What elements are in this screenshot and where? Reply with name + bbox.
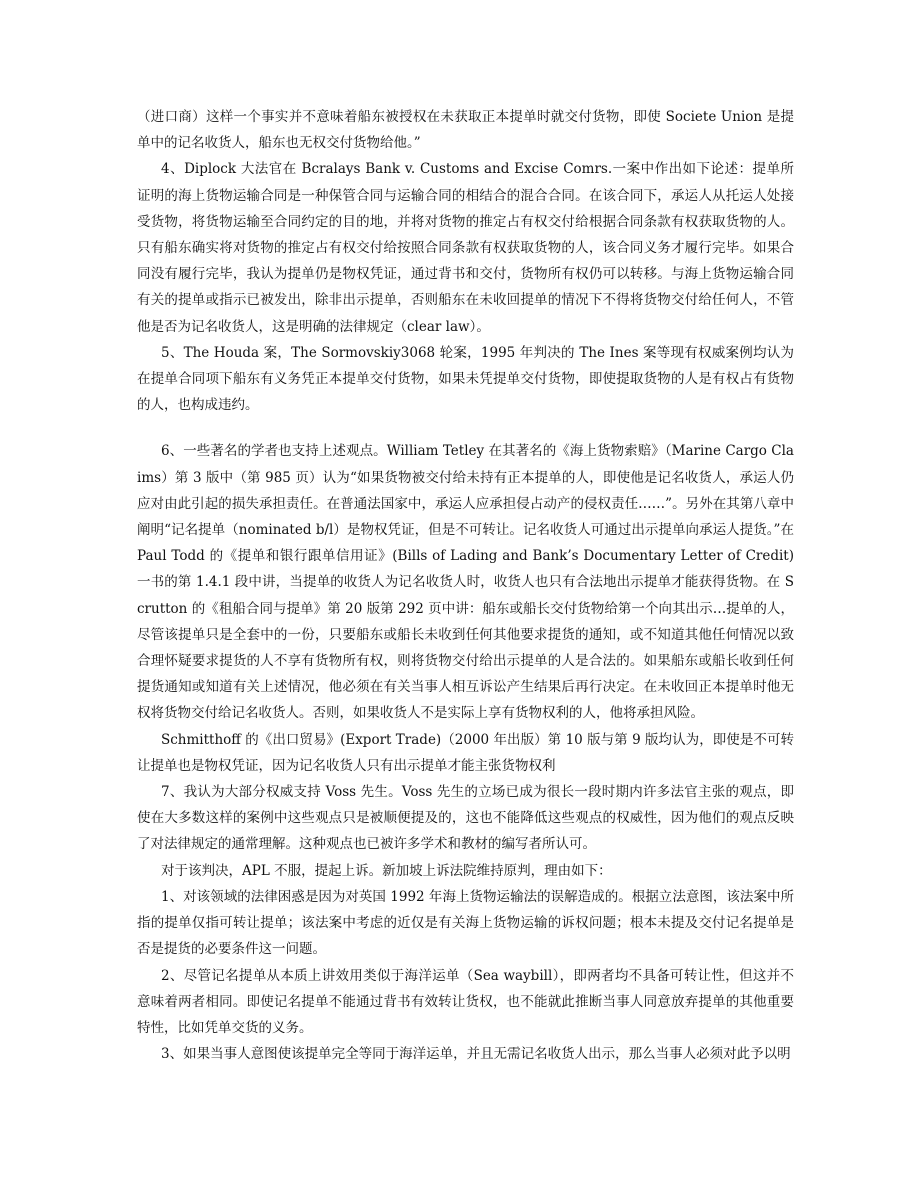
paragraph-4-diplock: 4、Diplock 大法官在 Bcralays Bank v. Customs and Excise Comrs.一案中作出如下论述：提单所证明的海上货物运输合同是一种保管合同与运输合同的相结合的混合合同。在该合同下，承运人从托运人处接受货物，将货物运输至合同约定的目的地，并将对货物的推定占有权交付给根据合同条款有权获取货物的人。只有船东确实将对货物的推定占有权交付给按照合同条款有权获取货物的人，该合同义务才履行完毕。如果合同没有履行完毕，我认为提单仍是物权凭证，通过背书和交付，货物所有权仍可以转移。与海上货物运输合同有关的提单或指示已被发出，除非出示提单，否则船东在未收回提单的情况下不得将货物交付给任何人，不管他是否为记名收货人，这是明确的法律规定（clear law）。 [137, 161, 794, 335]
paragraph-continued: （进口商）这样一个事实并不意味着船东被授权在未获取正本提单时就交付货物，即使 Societe Union 是提单中的记名收货人，船东也无权交付货物给他。” [137, 109, 794, 152]
paragraph-schmitthoff: Schmitthoff 的《出口贸易》(Export Trade)（2000 年出版）第 10 版与第 9 版均认为，即使是不可转让提单也是物权凭证，因为记名收货人只有出示提单才能主张货物权利 [137, 731, 794, 774]
paragraph-6-scholars: 6、一些著名的学者也支持上述观点。William Tetley 在其著名的《海上货物索赔》（Marine Cargo Claims）第 3 版中（第 985 页）认为“如果货物被交付给未持有正本提单的人，即使他是记名收货人，承运人仍应对由此引起的损失承担责任。在普通法国家中，承运人应承担侵占动产的侵权责任……”。另外在其第八章中阐明“记名提单（nominated b/l）是物权凭证，但是不可转让。记名收货人可通过出示提单向承运人提货。”在 Paul Todd 的《提单和银行跟单信用证》(Bills of Lading and Bank’s Documentary Letter of Credit)一书的第 1.4.1 段中讲，当提单的收货人为记名收货人时，收货人也只有合法地出示提单才能获得货物。在 Scrutton 的《租船合同与提单》第 20 版第 292 页中讲：船东或船长交付货物给第一个向其出示…提单的人，尽管该提单只是全套中的一份，只要船东或船长未收到任何其他要求提货的通知，或不知道其他任何情况以致合理怀疑要求提货的人不享有货物所有权，则将货物交付给出示提单的人是合法的。如果船东或船长收到任何提货通知或知道有关上述情况，他必须在有关当事人相互诉讼产生结果后再行决定。在未收回正本提单时他无权将货物交付给记名收货人。否则，如果收货人不是实际上享有货物权利的人，他将承担风险。 [137, 443, 794, 722]
paragraph-reason-3: 3、如果当事人意图使该提单完全等同于海洋运单，并且无需记名收货人出示，那么当事人必须对此予以明 [161, 1046, 791, 1063]
paragraph-reason-2: 2、尽管记名提单从本质上讲效用类似于海洋运单（Sea waybill），即两者均不具备可转让性，但这并不意味着两者相同。即使记名提单不能通过背书有效转让货权，也不能就此推断当事人同意放弃提单的其他重要特性，比如凭单交货的义务。 [137, 967, 794, 1036]
paragraph-5-cases: 5、The Houda 案，The Sormovskiy3068 轮案，1995 年判决的 The Ines 案等现有权威案例均认为在提单合同项下船东有义务凭正本提单交付货物，如果未凭提单交付货物，即使提取货物的人是有权占有货物的人，也构成违约。 [137, 344, 794, 414]
paragraph-appeal: 对于该判决，APL 不服，提起上诉。新加坡上诉法院维持原判，理由如下： [161, 862, 612, 879]
paragraph-7-voss: 7、我认为大部分权威支持 Voss 先生。Voss 先生的立场已成为很长一段时期内许多法官主张的观点，即使在大多数这样的案例中这些观点只是被顺便提及的，这也不能降低这些观点的权威性，因为他们的观点反映了对法律规定的通常理解。这种观点也已被许多学术和教材的编写者所认可。 [137, 784, 794, 853]
paragraph-gap [137, 418, 794, 438]
paragraph-reason-1: 1、对该领域的法律困惑是因为对英国 1992 年海上货物运输法的误解造成的。根据立法意图，该法案中所指的提单仅指可转让提单；该法案中考虑的近仅是有关海上货物运输的诉权问题；根本未提及交付记名提单是否是提货的必要条件这一问题。 [137, 888, 794, 958]
